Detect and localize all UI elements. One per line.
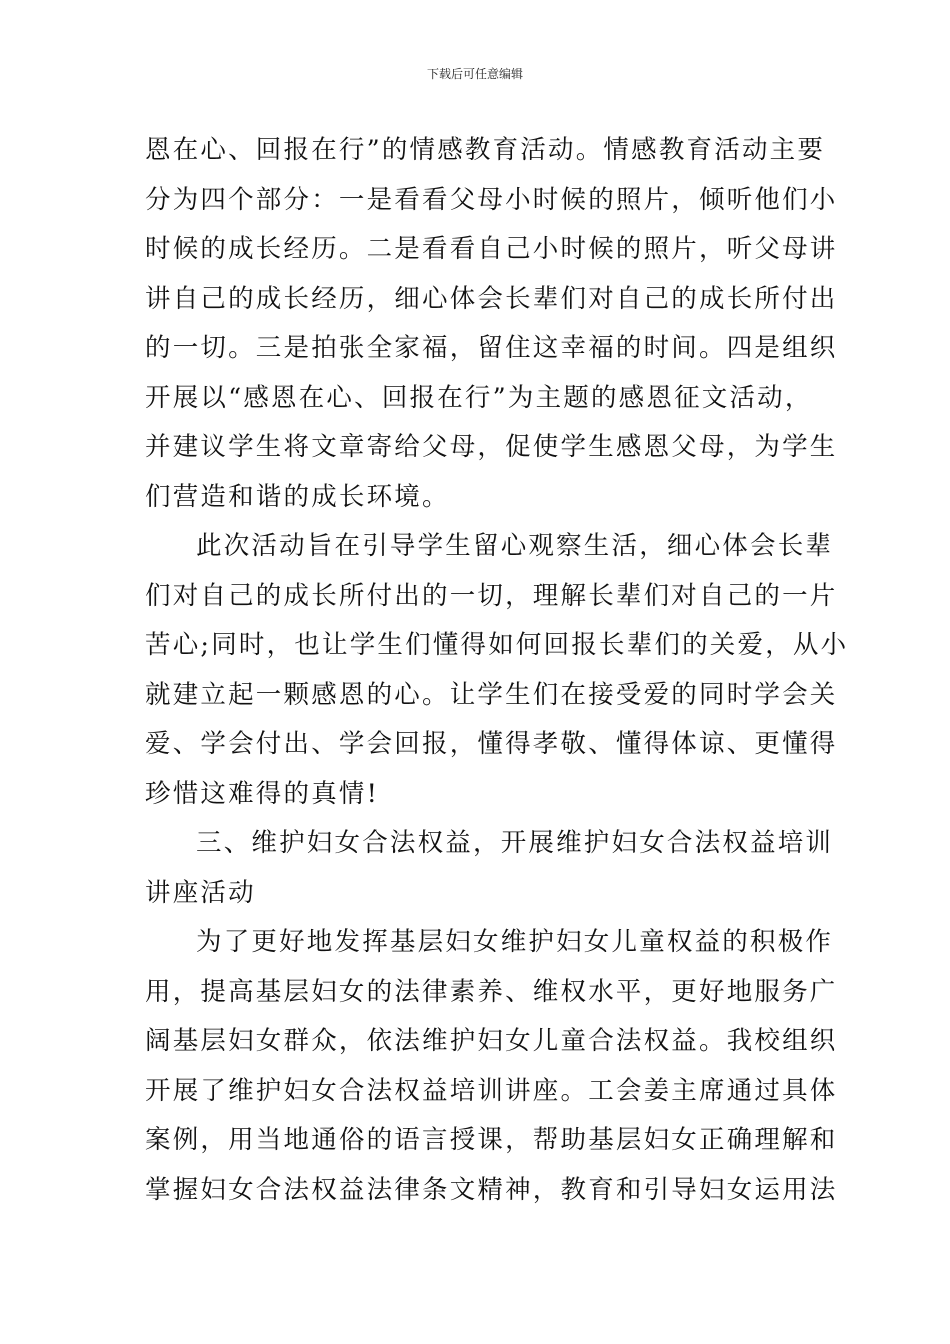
paragraph-line: 开展了维护妇女合法权益培训讲座。工会姜主席通过具体	[145, 1075, 838, 1106]
paragraph-line: 们对自己的成长所付出的一切，理解长辈们对自己的一片	[145, 580, 838, 611]
paragraph-line: 为了更好地发挥基层妇女维护妇女儿童权益的积极作	[196, 927, 834, 957]
paragraph-line: 的一切。三是拍张全家福，留住这幸福的时间。四是组织	[145, 333, 838, 363]
paragraph-line: 时候的成长经历。二是看看自己小时候的照片，听父母讲	[145, 234, 838, 264]
document-body	[145, 126, 849, 1215]
paragraph-line: 爱、学会付出、学会回报，懂得孝敬、懂得体谅、更懂得	[145, 729, 838, 759]
paragraph-line: 恩在心、回报在行”的情感教育活动。情感教育活动主要	[145, 135, 826, 165]
paragraph-line: 阔基层妇女群众，依法维护妇女儿童合法权益。我校组织	[145, 1026, 838, 1056]
paragraph-line: 用，提高基层妇女的法律素养、维权水平，更好地服务广	[145, 976, 838, 1007]
paragraph-line: 苦心;同时，也让学生们懂得如何回报长辈们的关爱，从小	[145, 630, 849, 660]
paragraph-line: 案例，用当地通俗的语言授课，帮助基层妇女正确理解和	[145, 1125, 838, 1155]
paragraph-line: 珍惜这难得的真情!	[145, 778, 380, 809]
paragraph-line: 就建立起一颗感恩的心。让学生们在接受爱的同时学会关	[145, 679, 838, 710]
section-heading-line: 讲座活动	[145, 877, 256, 908]
paragraph-line: 开展以“感恩在心、回报在行”为主题的感恩征文活动，	[145, 382, 813, 413]
paragraph-line: 掌握妇女合法权益法律条文精神，教育和引导妇女运用法	[145, 1174, 838, 1205]
paragraph-line: 并建议学生将文章寄给父母，促使学生感恩父母，为学生	[145, 432, 838, 462]
paragraph-line: 讲自己的成长经历，细心体会长辈们对自己的成长所付出	[145, 283, 838, 314]
page-header-note: 下载后可任意编辑	[426, 67, 523, 81]
section-heading-line: 三、维护妇女合法权益，开展维护妇女合法权益培训	[196, 828, 834, 858]
paragraph-line: 此次活动旨在引导学生留心观察生活，细心体会长辈	[196, 531, 834, 561]
paragraph-line: 们营造和谐的成长环境。	[145, 481, 450, 512]
paragraph-line: 分为四个部分：一是看看父母小时候的照片，倾听他们小	[145, 184, 838, 215]
